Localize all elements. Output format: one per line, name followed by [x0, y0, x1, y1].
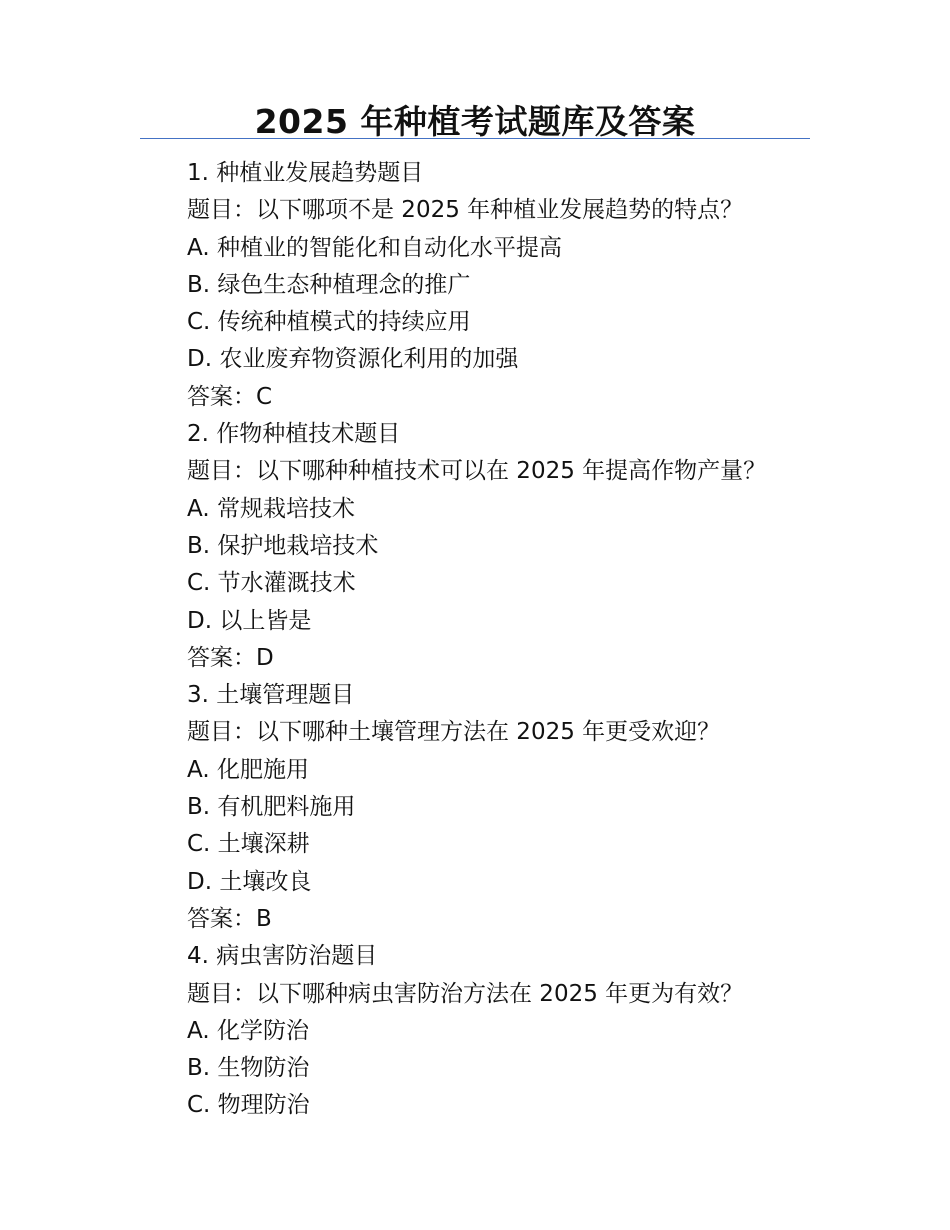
question-text: 题目：以下哪种种植技术可以在 2025 年提高作物产量？: [187, 458, 767, 485]
option-c: C. 节水灌溉技术: [187, 570, 356, 597]
option-a: A. 常规栽培技术: [187, 495, 355, 522]
question-heading: 3. 土壤管理题目: [187, 682, 355, 709]
answer-text: 答案：C: [187, 383, 273, 410]
option-a: A. 化肥施用: [187, 756, 309, 783]
option-a: A. 化学防治: [187, 1017, 309, 1044]
question-heading: 1. 种植业发展趋势题目: [187, 160, 424, 186]
option-c: C. 传统种植模式的持续应用: [187, 309, 471, 336]
question-heading: 4. 病虫害防治题目: [187, 943, 378, 970]
answer-text: 答案：D: [187, 644, 274, 671]
page-title: 2025 年种植考试题库及答案: [254, 102, 696, 141]
option-d: D. 以上皆是: [187, 607, 312, 634]
option-a: A. 种植业的智能化和自动化水平提高: [187, 234, 562, 261]
option-b: B. 绿色生态种植理念的推广: [187, 271, 471, 298]
question-text: 题目：以下哪种土壤管理方法在 2025 年更受欢迎？: [187, 719, 721, 746]
option-b: B. 有机肥料施用: [187, 794, 356, 821]
answer-text: 答案：B: [187, 905, 272, 932]
option-c: C. 土壤深耕: [187, 831, 310, 858]
option-b: B. 生物防治: [187, 1055, 310, 1082]
question-list: [187, 155, 827, 1125]
option-c: C. 物理防治: [187, 1092, 310, 1119]
option-d: D. 农业废弃物资源化利用的加强: [187, 346, 519, 373]
title-underline: [140, 138, 810, 139]
question-text: 题目：以下哪种病虫害防治方法在 2025 年更为有效？: [187, 980, 744, 1007]
option-d: D. 土壤改良: [187, 868, 312, 895]
question-text: 题目：以下哪项不是 2025 年种植业发展趋势的特点？: [187, 197, 744, 224]
option-b: B. 保护地栽培技术: [187, 532, 379, 559]
question-heading: 2. 作物种植技术题目: [187, 421, 401, 448]
